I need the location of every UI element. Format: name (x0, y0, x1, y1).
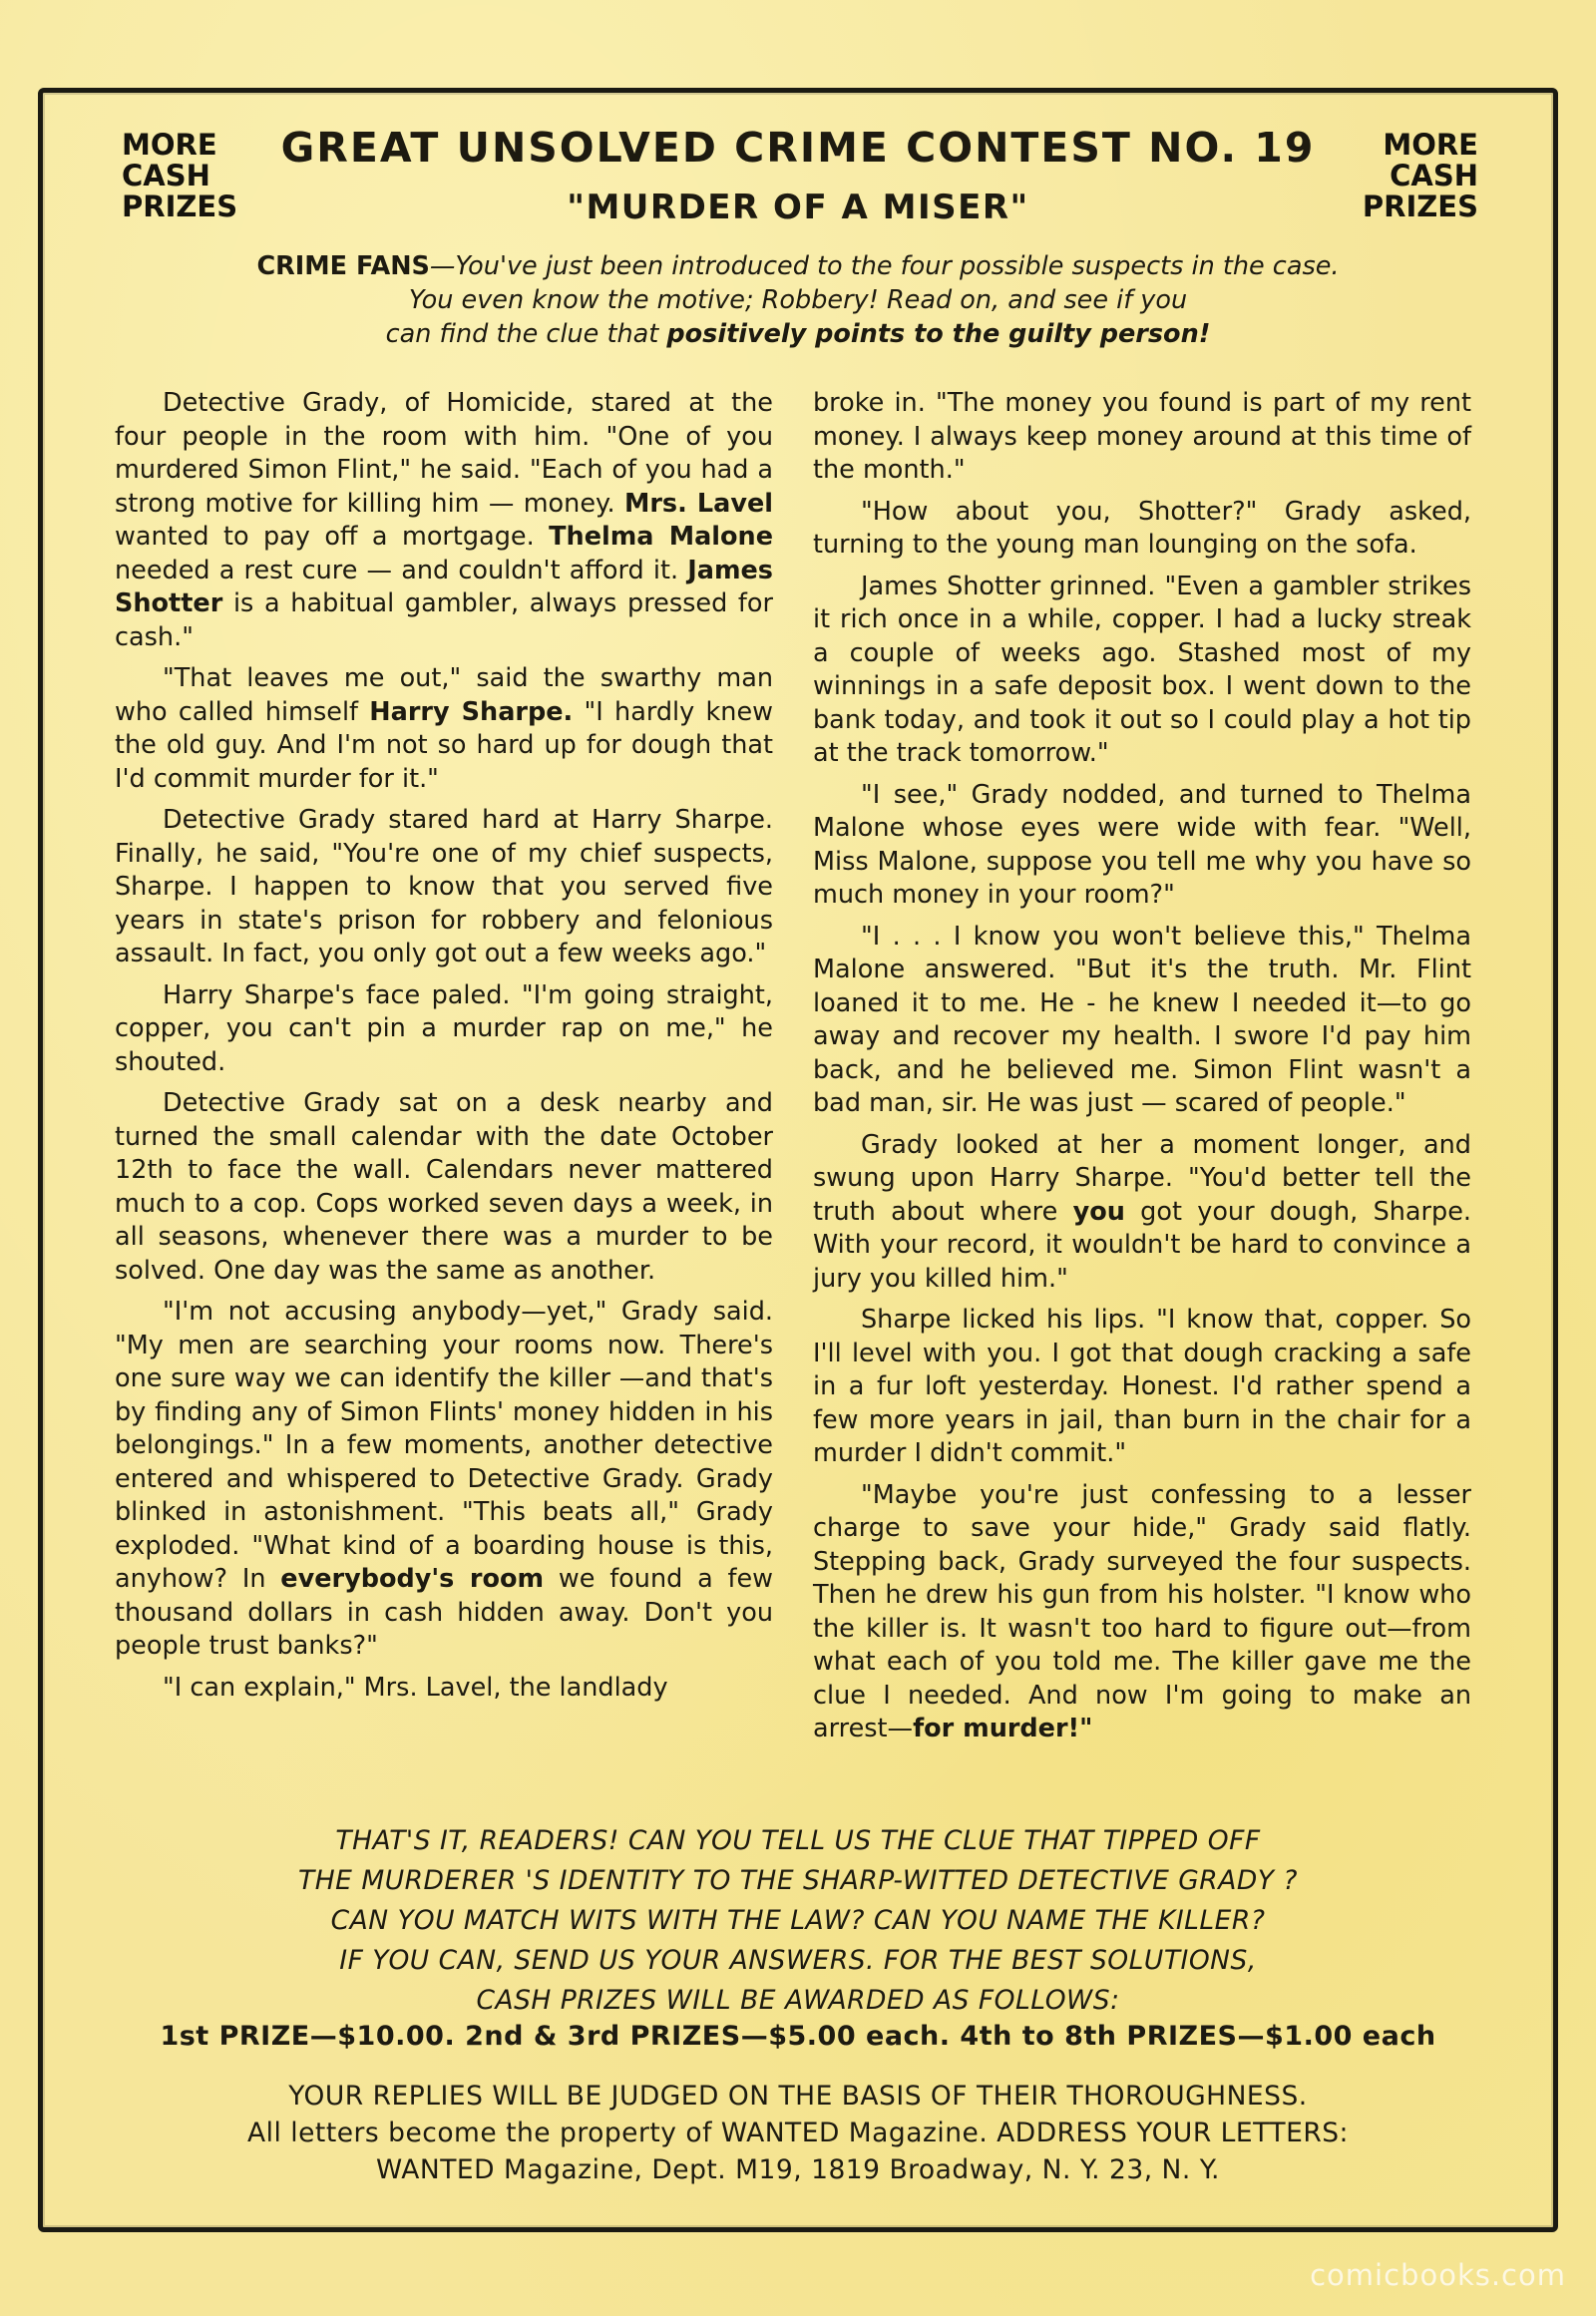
paragraph: "I can explain," Mrs. Lavel, the landlady (163, 1672, 668, 1703)
paragraph: "How about you, Shotter?" Grady asked, turning to the young man lounging on the sofa. (813, 496, 1471, 560)
suspect-name: Mrs. Lavel (623, 488, 773, 519)
suspect-name: James Shotter (115, 555, 773, 618)
intro-line-1-text: —You've just been introduced to the four possible suspects in the case. (429, 251, 1340, 281)
badge-line: CASH (122, 159, 210, 193)
paragraph: "I'm not accusing anybody—yet," Grady said. "My men are searching your rooms now. There's one sure way we can identify the killer —and that's by finding any of Simon Flints' money hidden in his belongings." In a few moments, another detective entered and whispered to Detective Grady. Grady blinked in astonishment. "This beats all," Grady exploded. "What kind of a boarding house is this, anyhow? In everybody's room we found a few thousand dollars in cash hidden away. Don't you people trust banks?" (115, 1297, 774, 1661)
challenge-line: CAN YOU MATCH WITS WITH THE LAW? CAN YOU NAME THE KILLER? (330, 1905, 1266, 1936)
badge-line: PRIZES (1362, 190, 1478, 223)
intro-emphasis: positively points to the guilty person! (666, 319, 1211, 349)
intro-text (200, 249, 1396, 351)
paragraph: Sharpe licked his lips. "I know that, copper. So I'll level with you. I got that dough cracking a safe in a fur loft yesterday. Honest. I'd rather spend a few more years in jail, than burn in the chair for a murder I didn't commit." (813, 1305, 1471, 1468)
intro-line-3 (200, 317, 1396, 351)
badge-line: CASH (1390, 159, 1478, 193)
paragraph: Detective Grady sat on a desk nearby and turned the small calendar with the date October 12th to face the wall. Calendars never mattered much to a cop. Cops worked seven days a week, in all seasons, whenever there was a murder to be solved. One day was the same as another. (115, 1088, 773, 1286)
paragraph: "Maybe you're just confessing to a lesser charge to save your hide," Grady said flatly. Stepping back, Grady surveyed the four suspects. Then he drew his gun from his holster. "I know who the killer is. It wasn't too hard to figure out—from what each of you told me. The killer gave me the clue I needed. And now I'm going to make an arrest—for murder!" (813, 1479, 1471, 1743)
story-columns (115, 387, 1471, 1808)
suspect-name: Thelma Malone (549, 522, 773, 552)
prize-list: 1st PRIZE—$10.00. 2nd & 3rd PRIZES—$5.00 each. 4th to 8th PRIZES—$1.00 each (160, 2021, 1436, 2052)
paragraph: Detective Grady, of Homicide, stared at the four people in the room with him. "One of you murdered Simon Flint," he said. "Each of you had a strong motive for killing him — money. Mrs. Lavel wanted to pay off a mortgage. Thelma Malone needed a rest cure — and couldn't afford it. James Shotter is a habitual gambler, always pressed for cash." (115, 388, 773, 652)
badge-line: MORE (1383, 128, 1478, 162)
story-title: "MURDER OF A MISER" (567, 188, 1029, 227)
paragraph: James Shotter grinned. "Even a gambler strikes it rich once in a while, copper. I had a lucky streak a couple of weeks ago. Stashed most of my winnings in a safe deposit box. I went down to the bank today, and took it out so I could play a hot tip at the track tomorrow." (813, 571, 1471, 768)
challenge-line: THE MURDERER 'S IDENTITY TO THE SHARP-WITTED DETECTIVE GRADY ? (298, 1865, 1298, 1896)
emphasis: for murder!" (913, 1714, 1093, 1743)
footer-line: All letters become the property of WANTED Magazine. ADDRESS YOUR LETTERS: (246, 2118, 1349, 2148)
paragraph: "I . . . I know you won't believe this," Thelma Malone answered. "But it's the truth. Mr. Flint loaned it to me. He - he knew I needed it—to go away and recover my health. I swore I'd pay him back, and he believed me. Simon Flint wasn't a bad man, sir. He was just — scared of people." (813, 921, 1471, 1118)
intro-line-3-text: can find the clue that (385, 319, 667, 349)
challenge-line: THAT'S IT, READERS! CAN YOU TELL US THE CLUE THAT TIPPED OFF (335, 1825, 1261, 1856)
left-column (115, 387, 773, 1808)
paragraph: Grady looked at her a moment longer, and swung upon Harry Sharpe. "You'd better tell the truth about where you got your dough, Sharpe. With your record, it wouldn't be hard to convince a jury you killed him." (813, 1129, 1472, 1294)
intro-line-2: You even know the motive; Robbery! Read on, and see if you (408, 285, 1188, 315)
intro-line-1 (200, 249, 1396, 283)
right-column (813, 387, 1471, 1808)
footer-instructions (150, 2078, 1446, 2188)
contest-title: GREAT UNSOLVED CRIME CONTEST NO. 19 (280, 124, 1316, 172)
suspect-name: Harry Sharpe. (369, 696, 574, 727)
paragraph: Detective Grady stared hard at Harry Sharpe. Finally, he said, "You're one of my chief suspects, Sharpe. I happen to know that you served five years in state's prison for robbery and felonious assault. In fact, you only got out a few weeks ago." (115, 805, 773, 968)
challenge-line: IF YOU CAN, SEND US YOUR ANSWERS. FOR THE BEST SOLUTIONS, (339, 1945, 1257, 1976)
paragraph: "That leaves me out," said the swarthy man who called himself Harry Sharpe. "I hardly knew the old guy. And I'm not so hard up for dough that I'd commit murder for it." (115, 663, 773, 794)
challenge-line: CASH PRIZES WILL BE AWARDED AS FOLLOWS: (476, 1985, 1120, 2016)
paragraph: broke in. "The money you found is part of my rent money. I always keep money around at this time of the month." (813, 388, 1471, 485)
paragraph: Harry Sharpe's face paled. "I'm going straight, copper, you can't pin a murder rap on me," he shouted. (115, 979, 773, 1077)
footer-line: YOUR REPLIES WILL BE JUDGED ON THE BASIS OF THEIR THOROUGHNESS. (288, 2081, 1308, 2112)
watermark: comicbooks.com (1310, 2258, 1566, 2292)
paragraph: "I see," Grady nodded, and turned to Thelma Malone whose eyes were wide with fear. "Well, Miss Malone, suppose you tell me why you have so much money in your room?" (813, 779, 1471, 910)
emphasis: you (1072, 1196, 1125, 1227)
intro-lead: CRIME FANS (256, 251, 430, 281)
readers-challenge (160, 1821, 1436, 2021)
mailing-address: WANTED Magazine, Dept. M19, 1819 Broadway, N. Y. 23, N. Y. (376, 2154, 1220, 2185)
badge-line: MORE (122, 128, 217, 162)
emphasis: everybody's room (280, 1564, 545, 1594)
badge-line: PRIZES (122, 190, 238, 223)
